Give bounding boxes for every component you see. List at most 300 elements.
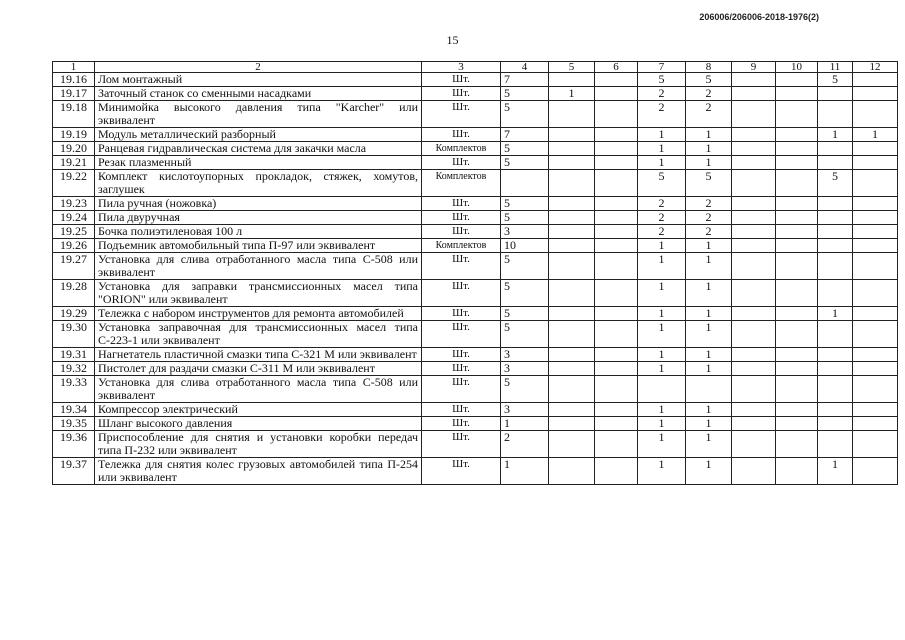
qty-c6 (595, 101, 638, 128)
qty-c11 (818, 142, 853, 156)
column-header-3: 3 (422, 62, 501, 73)
qty-c11: 5 (818, 73, 853, 87)
qty-c8: 1 (686, 348, 732, 362)
table-row (53, 197, 898, 211)
item-number: 19.28 (53, 280, 95, 307)
qty-c10 (776, 142, 818, 156)
qty-c8: 2 (686, 225, 732, 239)
qty-c5 (549, 253, 595, 280)
qty-c6 (595, 170, 638, 197)
item-unit: Шт. (422, 403, 501, 417)
qty-c9 (732, 431, 776, 458)
qty-c12 (853, 321, 898, 348)
item-unit: Шт. (422, 280, 501, 307)
qty-c6 (595, 362, 638, 376)
qty-c6 (595, 280, 638, 307)
qty-c11 (818, 348, 853, 362)
qty-c9 (732, 253, 776, 280)
qty-c8: 5 (686, 170, 732, 197)
item-number: 19.24 (53, 211, 95, 225)
qty-c10 (776, 211, 818, 225)
qty-c10 (776, 170, 818, 197)
qty-c8: 1 (686, 128, 732, 142)
table-row (53, 280, 898, 307)
item-number: 19.36 (53, 431, 95, 458)
qty-c8: 2 (686, 101, 732, 128)
qty-c4: 5 (501, 142, 549, 156)
table-row (53, 128, 898, 142)
qty-c6 (595, 417, 638, 431)
qty-c5: 1 (549, 87, 595, 101)
qty-c4: 5 (501, 321, 549, 348)
qty-c6 (595, 156, 638, 170)
qty-c7: 2 (638, 211, 686, 225)
table-row (53, 307, 898, 321)
item-number: 19.35 (53, 417, 95, 431)
qty-c9 (732, 376, 776, 403)
item-unit: Комплектов (422, 239, 501, 253)
item-unit: Шт. (422, 73, 501, 87)
table-row (53, 101, 898, 128)
qty-c10 (776, 128, 818, 142)
column-header-5: 5 (549, 62, 595, 73)
item-name: Установка заправочная для трансмиссионных масел типа С-223-1 или эквивалент (95, 321, 422, 348)
qty-c9 (732, 458, 776, 485)
qty-c5 (549, 403, 595, 417)
qty-c9 (732, 73, 776, 87)
table-row (53, 170, 898, 197)
qty-c7: 1 (638, 142, 686, 156)
qty-c10 (776, 431, 818, 458)
qty-c10 (776, 348, 818, 362)
qty-c6 (595, 321, 638, 348)
qty-c7: 2 (638, 197, 686, 211)
item-name: Подъемник автомобильный типа П-97 или эквивалент (95, 239, 422, 253)
qty-c4: 10 (501, 239, 549, 253)
qty-c10 (776, 321, 818, 348)
qty-c8: 1 (686, 362, 732, 376)
qty-c8: 1 (686, 403, 732, 417)
qty-c5 (549, 307, 595, 321)
table-row (53, 431, 898, 458)
qty-c6 (595, 87, 638, 101)
qty-c12 (853, 458, 898, 485)
qty-c11: 1 (818, 128, 853, 142)
qty-c7: 1 (638, 280, 686, 307)
qty-c4: 7 (501, 128, 549, 142)
qty-c9 (732, 87, 776, 101)
item-name: Установка для заправки трансмиссионных масел типа "ORION" или эквивалент (95, 280, 422, 307)
page-number: 15 (446, 33, 459, 47)
qty-c9 (732, 403, 776, 417)
qty-c6 (595, 128, 638, 142)
qty-c10 (776, 253, 818, 280)
qty-c8: 1 (686, 458, 732, 485)
item-number: 19.22 (53, 170, 95, 197)
qty-c7: 2 (638, 101, 686, 128)
table-row (53, 239, 898, 253)
qty-c4: 3 (501, 362, 549, 376)
qty-c8: 1 (686, 239, 732, 253)
qty-c5 (549, 225, 595, 239)
qty-c4: 1 (501, 417, 549, 431)
item-unit: Шт. (422, 431, 501, 458)
item-number: 19.16 (53, 73, 95, 87)
item-name: Компрессор электрический (95, 403, 422, 417)
document-id: 206006/206006-2018-1976(2) (699, 12, 819, 22)
qty-c8: 1 (686, 417, 732, 431)
column-number-row (53, 62, 898, 73)
qty-c10 (776, 225, 818, 239)
item-number: 19.33 (53, 376, 95, 403)
qty-c7: 2 (638, 225, 686, 239)
qty-c10 (776, 73, 818, 87)
column-header-8: 8 (686, 62, 732, 73)
qty-c6 (595, 431, 638, 458)
qty-c4: 3 (501, 225, 549, 239)
item-name: Комплект кислотоупорных прокладок, стяжек, хомутов, заглушек (95, 170, 422, 197)
qty-c10 (776, 362, 818, 376)
item-number: 19.19 (53, 128, 95, 142)
table-row (53, 253, 898, 280)
item-unit: Шт. (422, 225, 501, 239)
equipment-table (52, 61, 898, 485)
qty-c8: 1 (686, 307, 732, 321)
qty-c7: 1 (638, 417, 686, 431)
qty-c4: 5 (501, 211, 549, 225)
item-unit: Комплектов (422, 170, 501, 197)
qty-c12 (853, 239, 898, 253)
qty-c4: 5 (501, 253, 549, 280)
qty-c4: 7 (501, 73, 549, 87)
qty-c11 (818, 321, 853, 348)
qty-c5 (549, 197, 595, 211)
qty-c11: 1 (818, 307, 853, 321)
qty-c5 (549, 362, 595, 376)
qty-c12 (853, 225, 898, 239)
qty-c5 (549, 458, 595, 485)
qty-c7: 1 (638, 362, 686, 376)
table-row (53, 458, 898, 485)
qty-c6 (595, 73, 638, 87)
item-name: Пистолет для раздачи смазки С-311 М или эквивалент (95, 362, 422, 376)
qty-c4: 2 (501, 431, 549, 458)
qty-c9 (732, 348, 776, 362)
qty-c4: 5 (501, 101, 549, 128)
item-number: 19.21 (53, 156, 95, 170)
item-unit: Шт. (422, 417, 501, 431)
item-unit: Шт. (422, 197, 501, 211)
item-name: Лом монтажный (95, 73, 422, 87)
column-header-12: 12 (853, 62, 898, 73)
item-name: Нагнетатель пластичной смазки типа С-321 М или эквивалент (95, 348, 422, 362)
qty-c10 (776, 87, 818, 101)
qty-c12 (853, 73, 898, 87)
qty-c8: 2 (686, 87, 732, 101)
item-name: Установка для слива отработанного масла типа С-508 или эквивалент (95, 376, 422, 403)
qty-c11: 1 (818, 458, 853, 485)
qty-c6 (595, 403, 638, 417)
table-row (53, 321, 898, 348)
table-row (53, 225, 898, 239)
qty-c10 (776, 458, 818, 485)
qty-c12 (853, 362, 898, 376)
qty-c6 (595, 253, 638, 280)
qty-c11 (818, 362, 853, 376)
qty-c12 (853, 87, 898, 101)
qty-c6 (595, 348, 638, 362)
table-row (53, 73, 898, 87)
qty-c7: 1 (638, 403, 686, 417)
qty-c4: 5 (501, 197, 549, 211)
column-header-4: 4 (501, 62, 549, 73)
item-number: 19.27 (53, 253, 95, 280)
item-unit: Комплектов (422, 142, 501, 156)
item-number: 19.29 (53, 307, 95, 321)
qty-c12 (853, 417, 898, 431)
qty-c5 (549, 211, 595, 225)
qty-c10 (776, 101, 818, 128)
qty-c6 (595, 307, 638, 321)
qty-c12 (853, 211, 898, 225)
qty-c6 (595, 197, 638, 211)
qty-c7: 1 (638, 156, 686, 170)
qty-c12 (853, 197, 898, 211)
qty-c5 (549, 280, 595, 307)
qty-c12: 1 (853, 128, 898, 142)
qty-c7: 5 (638, 170, 686, 197)
qty-c9 (732, 417, 776, 431)
item-name: Минимойка высокого давления типа "Karcher" или эквивалент (95, 101, 422, 128)
qty-c7: 1 (638, 431, 686, 458)
qty-c7: 5 (638, 73, 686, 87)
qty-c8: 2 (686, 211, 732, 225)
qty-c8 (686, 376, 732, 403)
item-name: Шланг высокого давления (95, 417, 422, 431)
item-name: Модуль металлический разборный (95, 128, 422, 142)
qty-c11 (818, 417, 853, 431)
item-number: 19.30 (53, 321, 95, 348)
qty-c11 (818, 280, 853, 307)
qty-c5 (549, 348, 595, 362)
item-name: Тележка для снятия колес грузовых автомобилей типа П-254 или эквивалент (95, 458, 422, 485)
qty-c12 (853, 253, 898, 280)
qty-c9 (732, 156, 776, 170)
qty-c8: 2 (686, 197, 732, 211)
item-number: 19.32 (53, 362, 95, 376)
qty-c4: 5 (501, 156, 549, 170)
item-number: 19.37 (53, 458, 95, 485)
qty-c12 (853, 348, 898, 362)
qty-c9 (732, 321, 776, 348)
qty-c8: 1 (686, 280, 732, 307)
qty-c8: 1 (686, 142, 732, 156)
qty-c11 (818, 403, 853, 417)
item-unit: Шт. (422, 348, 501, 362)
qty-c5 (549, 156, 595, 170)
qty-c12 (853, 376, 898, 403)
qty-c11 (818, 239, 853, 253)
item-unit: Шт. (422, 321, 501, 348)
qty-c8: 5 (686, 73, 732, 87)
qty-c4: 5 (501, 87, 549, 101)
qty-c12 (853, 156, 898, 170)
qty-c8: 1 (686, 253, 732, 280)
qty-c5 (549, 128, 595, 142)
qty-c9 (732, 170, 776, 197)
item-unit: Шт. (422, 307, 501, 321)
qty-c9 (732, 197, 776, 211)
qty-c9 (732, 142, 776, 156)
item-number: 19.17 (53, 87, 95, 101)
qty-c6 (595, 211, 638, 225)
qty-c5 (549, 73, 595, 87)
item-unit: Шт. (422, 376, 501, 403)
table-row (53, 362, 898, 376)
qty-c12 (853, 431, 898, 458)
qty-c11 (818, 156, 853, 170)
qty-c11: 5 (818, 170, 853, 197)
qty-c12 (853, 403, 898, 417)
qty-c6 (595, 458, 638, 485)
qty-c9 (732, 280, 776, 307)
qty-c10 (776, 403, 818, 417)
qty-c4: 1 (501, 458, 549, 485)
item-unit: Шт. (422, 156, 501, 170)
qty-c9 (732, 211, 776, 225)
item-name: Ранцевая гидравлическая система для закачки масла (95, 142, 422, 156)
qty-c12 (853, 307, 898, 321)
qty-c9 (732, 128, 776, 142)
item-number: 19.34 (53, 403, 95, 417)
item-unit: Шт. (422, 458, 501, 485)
column-header-6: 6 (595, 62, 638, 73)
qty-c11 (818, 101, 853, 128)
qty-c6 (595, 225, 638, 239)
qty-c10 (776, 376, 818, 403)
table-row (53, 403, 898, 417)
qty-c4: 3 (501, 403, 549, 417)
qty-c11 (818, 197, 853, 211)
qty-c11 (818, 211, 853, 225)
qty-c10 (776, 280, 818, 307)
item-name: Резак плазменный (95, 156, 422, 170)
qty-c5 (549, 142, 595, 156)
qty-c10 (776, 156, 818, 170)
item-unit: Шт. (422, 101, 501, 128)
qty-c7: 1 (638, 321, 686, 348)
qty-c4 (501, 170, 549, 197)
column-header-7: 7 (638, 62, 686, 73)
table-row (53, 417, 898, 431)
qty-c5 (549, 101, 595, 128)
qty-c5 (549, 431, 595, 458)
item-name: Установка для слива отработанного масла типа С-508 или эквивалент (95, 253, 422, 280)
item-number: 19.20 (53, 142, 95, 156)
item-number: 19.26 (53, 239, 95, 253)
qty-c11 (818, 87, 853, 101)
column-header-9: 9 (732, 62, 776, 73)
qty-c7: 1 (638, 253, 686, 280)
qty-c9 (732, 362, 776, 376)
table-row (53, 211, 898, 225)
qty-c10 (776, 197, 818, 211)
item-unit: Шт. (422, 128, 501, 142)
column-header-1: 1 (53, 62, 95, 73)
qty-c7: 1 (638, 239, 686, 253)
table-row (53, 87, 898, 101)
qty-c5 (549, 321, 595, 348)
qty-c11 (818, 376, 853, 403)
item-number: 19.31 (53, 348, 95, 362)
qty-c9 (732, 239, 776, 253)
qty-c8: 1 (686, 156, 732, 170)
item-number: 19.23 (53, 197, 95, 211)
qty-c4: 5 (501, 307, 549, 321)
table-row (53, 142, 898, 156)
column-header-11: 11 (818, 62, 853, 73)
qty-c6 (595, 239, 638, 253)
qty-c9 (732, 307, 776, 321)
qty-c7: 2 (638, 87, 686, 101)
qty-c8: 1 (686, 321, 732, 348)
column-header-2: 2 (95, 62, 422, 73)
item-unit: Шт. (422, 87, 501, 101)
qty-c12 (853, 170, 898, 197)
qty-c5 (549, 170, 595, 197)
item-name: Заточный станок со сменными насадками (95, 87, 422, 101)
item-name: Тележка с набором инструментов для ремонта автомобилей (95, 307, 422, 321)
qty-c10 (776, 307, 818, 321)
qty-c6 (595, 376, 638, 403)
qty-c4: 5 (501, 376, 549, 403)
item-unit: Шт. (422, 362, 501, 376)
item-unit: Шт. (422, 253, 501, 280)
item-name: Приспособление для снятия и установки коробки передач типа П-232 или эквивалент (95, 431, 422, 458)
qty-c11 (818, 225, 853, 239)
qty-c7: 1 (638, 348, 686, 362)
qty-c6 (595, 142, 638, 156)
qty-c10 (776, 417, 818, 431)
qty-c9 (732, 101, 776, 128)
qty-c9 (732, 225, 776, 239)
qty-c11 (818, 253, 853, 280)
qty-c7: 1 (638, 458, 686, 485)
qty-c12 (853, 101, 898, 128)
qty-c7: 1 (638, 128, 686, 142)
table-row (53, 156, 898, 170)
table-row (53, 348, 898, 362)
qty-c12 (853, 142, 898, 156)
qty-c10 (776, 239, 818, 253)
qty-c7: 1 (638, 307, 686, 321)
qty-c4: 5 (501, 280, 549, 307)
qty-c11 (818, 431, 853, 458)
item-number: 19.18 (53, 101, 95, 128)
table-row (53, 376, 898, 403)
item-number: 19.25 (53, 225, 95, 239)
item-unit: Шт. (422, 211, 501, 225)
item-name: Пила ручная (ножовка) (95, 197, 422, 211)
qty-c8: 1 (686, 431, 732, 458)
qty-c4: 3 (501, 348, 549, 362)
qty-c7 (638, 376, 686, 403)
qty-c5 (549, 417, 595, 431)
qty-c12 (853, 280, 898, 307)
item-name: Бочка полиэтиленовая 100 л (95, 225, 422, 239)
qty-c5 (549, 376, 595, 403)
item-name: Пила двуручная (95, 211, 422, 225)
